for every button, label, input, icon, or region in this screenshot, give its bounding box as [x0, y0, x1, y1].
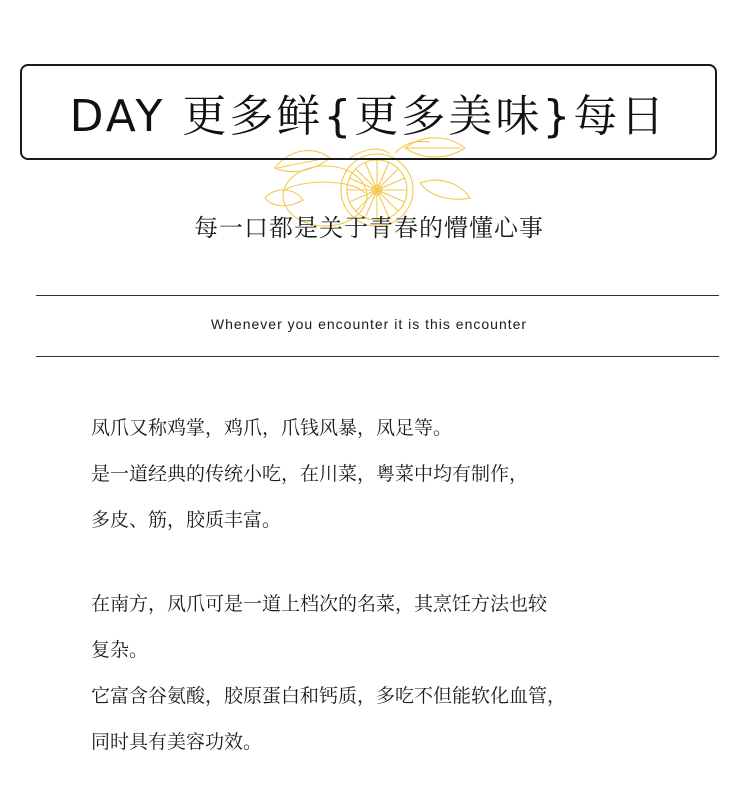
paragraph-line: 它富含谷氨酸，胶原蛋白和钙质，多吃不但能软化血管，	[91, 685, 567, 707]
paragraph-line: 多皮、筋，胶质丰富。	[91, 509, 282, 531]
title-box	[20, 64, 717, 160]
paragraph-line: 是一道经典的传统小吃，在川菜，粤菜中均有制作，	[91, 463, 529, 485]
paragraph-line: 在南方，凤爪可是一道上档次的名菜，其烹饪方法也较	[91, 593, 548, 615]
divider-top	[36, 295, 719, 296]
paragraph-gap	[91, 543, 711, 581]
divider-bottom	[36, 356, 719, 357]
english-tagline: Whenever you encounter it is this encounter	[210, 316, 528, 332]
paragraph-line: 凤爪又称鸡掌，鸡爪，爪钱风暴，凤足等。	[91, 417, 453, 439]
body-text	[91, 405, 711, 765]
paragraph-2	[91, 581, 711, 765]
paragraph-1	[91, 405, 711, 543]
paragraph-line: 复杂。	[91, 639, 149, 661]
paragraph-line: 同时具有美容功效。	[91, 731, 263, 753]
page-title: DAY 更多鲜{更多美味}每日	[69, 91, 668, 142]
subtitle: 每一口都是关于青春的懵懂心事	[194, 214, 544, 242]
